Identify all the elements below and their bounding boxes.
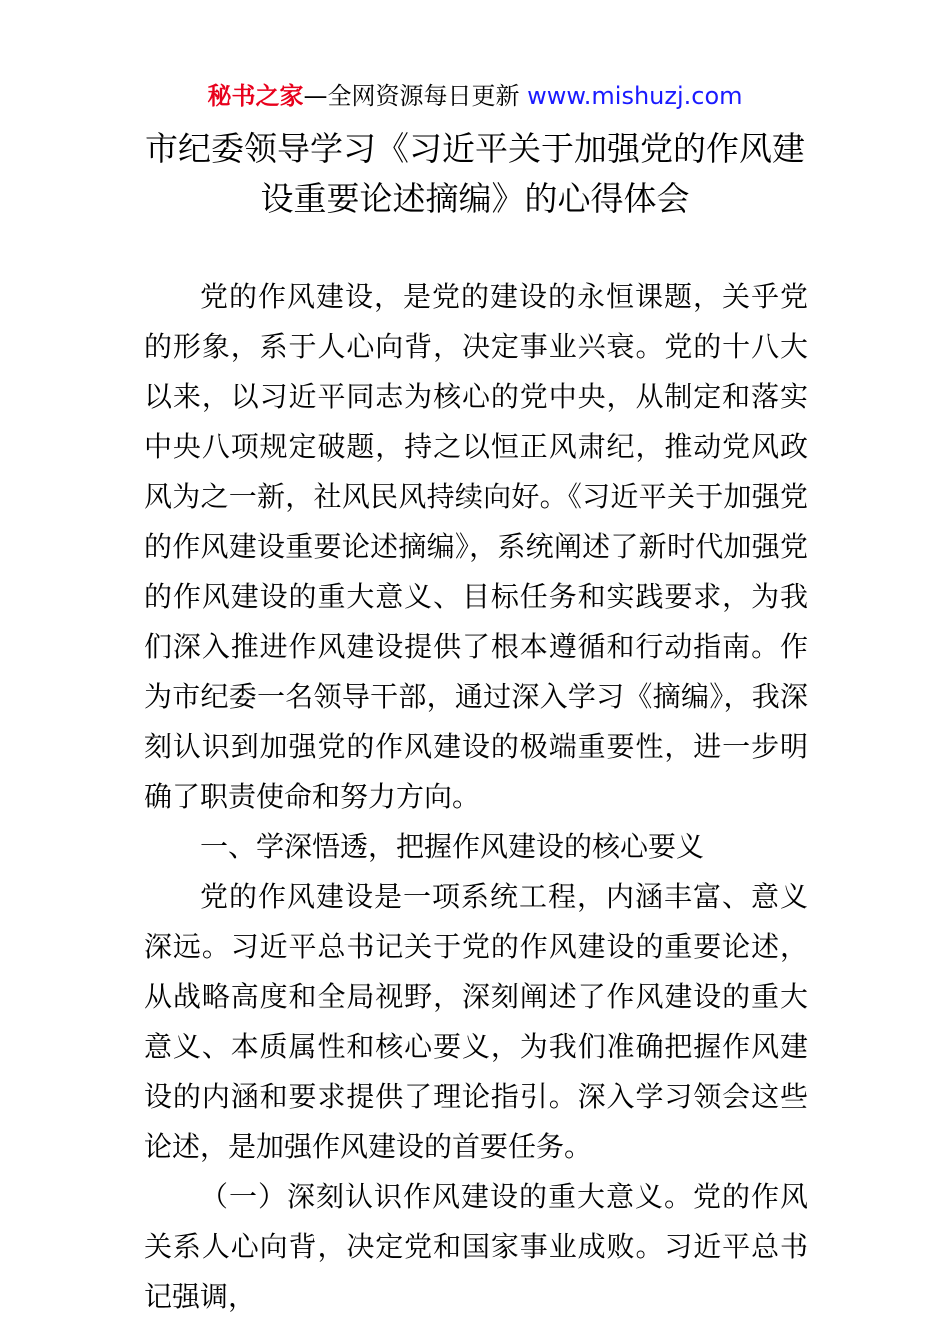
section-paragraph: 党的作风建设是一项系统工程，内涵丰富、意义深远。习近平总书记关于党的作风建设的重要论述，从战略高度和全局视野，深刻阐述了作风建设的重大意义、本质属性和核心要义，为我们准确把握作风建设的内涵和要求提供了理论指引。深入学习领会这些论述，是加强作风建设的首要任务。 xyxy=(144,880,808,1163)
section-heading: 一、学深悟透，把握作风建设的核心要义 xyxy=(200,830,705,863)
intro-paragraph: 党的作风建设，是党的建设的永恒课题，关乎党的形象，系于人心向背，决定事业兴衰。党的十八大以来，以习近平同志为核心的党中央，从制定和落实中央八项规定破题，持之以恒正风肃纪，推动党风政风为之一新，社风民风持续向好。《习近平关于加强党的作风建设重要论述摘编》，系统阐述了新时代加强党的作风建设的重大意义、目标任务和实践要求，为我们深入推进作风建设提供了根本遵循和行动指南。作为市纪委一名领导干部，通过深入学习《摘编》，我深刻认识到加强党的作风建设的极端重要性，进一步明确了职责使命和努力方向。 xyxy=(144,280,808,813)
header-banner xyxy=(0,80,950,112)
document-body xyxy=(144,272,808,1322)
document-title: 市纪委领导学习《习近平关于加强党的作风建设重要论述摘编》的心得体会 xyxy=(145,129,805,218)
header-tagline: —全网资源每日更新 xyxy=(303,82,520,110)
subsection-paragraph: （一）深刻认识作风建设的重大意义。党的作风关系人心向背，决定党和国家事业成败。习近平总书记强调， xyxy=(144,1180,808,1313)
brand-name: 秘书之家 xyxy=(207,82,304,110)
site-url-link[interactable]: www.mishuzj.com xyxy=(527,82,743,110)
